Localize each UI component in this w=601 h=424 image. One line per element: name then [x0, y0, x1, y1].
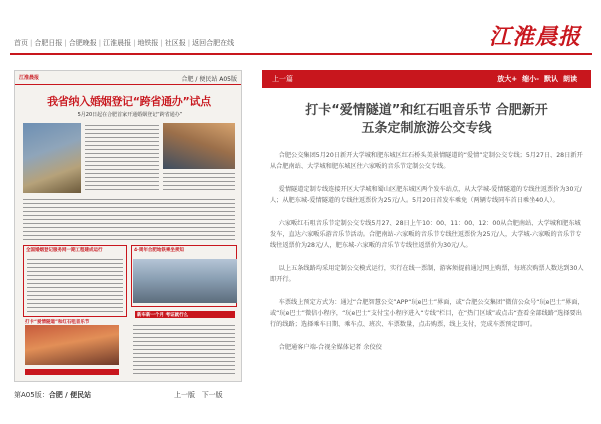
page-caption-section: 合肥 / 便民站 [48, 391, 92, 399]
thumbnail-text-column [27, 257, 123, 313]
nav-separator: | [98, 39, 102, 47]
page-navigation [174, 390, 223, 400]
nav-item-metro[interactable]: 地铁报 [137, 39, 159, 47]
thumbnail-box-title: 新车新一个月 考证就行么 [137, 313, 189, 318]
thumbnail-photo [163, 123, 235, 169]
article-tools [492, 74, 577, 84]
article-paragraph: 车票线上预定方式为：通过“合肥智慧公交”APP“玩e巴士”界面，或“合肥公交集团”微信公众号“玩e巴士”界面，或“玩e巴士”微信小程序，“玩e巴士”支付宝小程序进入“专线”栏目，在“热门区域”或点击“查看全部线路”选择要出行的线路；选择乘车日期、乘车点、班次、车票数量，点击购票，线上支付，完成车票预定即可。 [270, 299, 584, 328]
article-title [262, 102, 591, 138]
article-toolbar [262, 70, 591, 88]
thumbnail-text-column [23, 197, 235, 241]
nav-separator: | [187, 39, 191, 47]
nav-item-hefei-evening[interactable]: 合肥晚报 [68, 39, 97, 47]
thumbnail-text-column [133, 323, 235, 375]
nav-separator: | [30, 39, 33, 47]
prev-page-link[interactable]: 上一版 [174, 391, 195, 399]
thumbnail-text-column [163, 171, 235, 193]
article-paragraph: 爱情隧道定制专线连接开区大学城和蜀山区肥东城区两个发车站点，从大学城-爱情隧道的专线往返票价为30元/人；从肥东城-爱情隧道的专线往返票价为25元/人。5月20日首发车乘免（两辆专线同车首日乘坐40人）。 [270, 186, 582, 204]
nav-item-hefei-daily[interactable]: 合肥日报 [34, 39, 63, 47]
article-source: 合肥通客户端-合视全媒体记者 余佼佼 [278, 344, 382, 351]
prev-article-link[interactable]: 上一篇 [272, 75, 293, 83]
article-paragraph: 合肥公交集团5月20日新开大学城和肥东城区红石桥头美景情隧道的“爱情”定制公交专线；5月27日、28日新开从合肥南站、大学城和肥东城区往六家畈的音乐节定制公交专线。 [270, 152, 583, 170]
article-body [270, 150, 585, 353]
thumbnail-box-title: 打卡“爱情隧道”和红石咀音乐节 [25, 320, 90, 325]
nav-item-jianghuai-morning[interactable]: 江淮晨报 [103, 39, 132, 47]
thumbnail-box-title: 4·周年合肥地铁乘坐须知 [134, 248, 184, 253]
article-title-line: 五条定制旅游公交专线 [361, 121, 492, 136]
nav-item-community[interactable]: 社区报 [164, 39, 186, 47]
page-caption-label: 第A05版： [14, 391, 49, 399]
top-bar [0, 0, 601, 62]
nav-separator: | [64, 39, 67, 47]
zoom-out-button[interactable]: 缩小- [522, 75, 539, 83]
page-caption [14, 390, 91, 400]
read-aloud-button[interactable]: 朗读 [563, 75, 577, 83]
thumbnail-text-column [85, 123, 159, 193]
default-size-button[interactable]: 默认 [544, 75, 558, 83]
thumbnail-photo [133, 259, 237, 303]
article-paragraph: 以上五条线路均采用定制公交模式运行，实行在线一票制，游客须提前通过网上购票，每班次购票人数达到30人即开行。 [270, 265, 584, 283]
article-title-line: 打卡“爱情隧道”和红石咀音乐节 合肥新开 [305, 103, 548, 118]
thumbnail-box-title: 全国婚姻登记服务网一期工程建成运行 [26, 248, 103, 253]
zoom-in-button[interactable]: 放大+ [497, 75, 518, 83]
nav-separator: | [133, 39, 136, 47]
thumbnail-masthead: 江淮晨报 [19, 75, 40, 81]
header-divider [10, 53, 592, 55]
thumbnail-subheadline: 5月20日起在合肥首家开通婚姻登记“跨省通办” [77, 112, 183, 118]
site-logo[interactable]: 江淮晨报 [488, 24, 581, 50]
top-nav [14, 38, 234, 48]
thumbnail-header [15, 71, 242, 85]
nav-separator: | [160, 39, 163, 47]
thumbnail-photo [25, 325, 119, 365]
page-thumbnail[interactable] [14, 70, 242, 382]
thumbnail-red-bar [25, 369, 119, 375]
article-paragraph: 六家畈红石咀音乐节定制公交专线5月27、28日上午10：00、11：00、12：00从合肥南站、大学城和肥东城发车，直达六家畈乐游音乐节活动。合肥南站-六家畈的音乐节专线往返票价为25元/人，大学城-六家畈的音乐节专线往返票价为28元/人，肥东城-六家畈的音乐节专线往返票价为30元/人。 [270, 220, 582, 249]
nav-item-back-online[interactable]: 返回合肥在线 [192, 39, 235, 47]
thumbnail-headline: 我省纳入婚姻登记“跨省通办”试点 [47, 95, 211, 108]
nav-item-home[interactable]: 首页 [14, 39, 28, 47]
next-page-link[interactable]: 下一版 [201, 391, 223, 399]
thumbnail-section: 合肥 / 便民站 A05版 [181, 76, 237, 83]
thumbnail-photo [23, 123, 81, 193]
